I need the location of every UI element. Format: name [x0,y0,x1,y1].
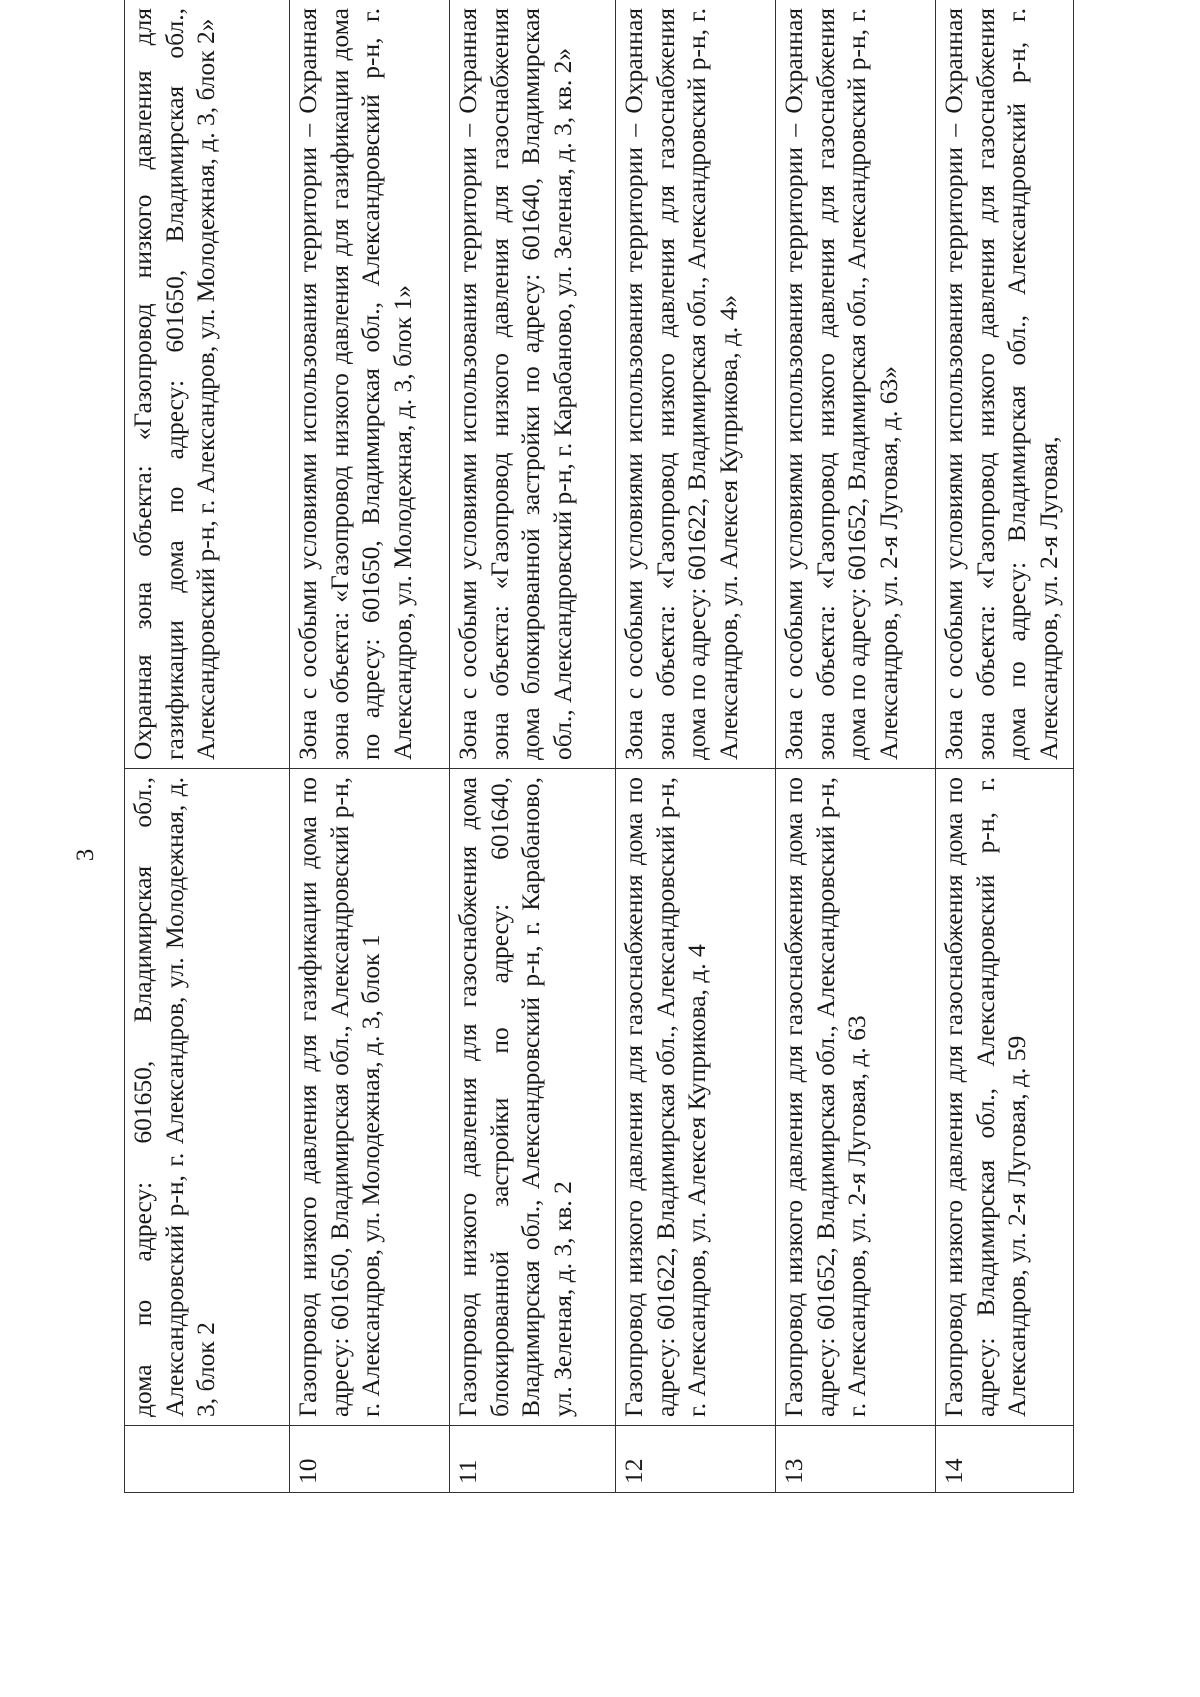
page-number: 3 [72,848,99,862]
table-row [776,0,936,1493]
table-row [936,0,1074,1493]
row-number: 11 [450,1426,616,1493]
zone-description: Зона с особыми условиями использования территории – Охранная зона объекта: «Газопровод низкого давления для газификации дома по адресу: 601650, Владимирская обл., Александровский р-н, г. Александров, ул. Молодежная, д. 3, блок 1» [290,0,450,769]
row-number: 14 [936,1426,1074,1493]
zone-description: Зона с особыми условиями использования территории – Охранная зона объекта: «Газопровод низкого давления для газоснабжения дома по адресу: 601622, Владимирская обл., Александровский р-н, г. Александров, ул. Алексея Куприкова, д. 4» [616,0,776,769]
object-description: Газопровод низкого давления для газификации дома по адресу: 601650, Владимирская обл., Александровский р-н, г. Александров, ул. Молодежная, д. 3, блок 1 [290,769,450,1426]
zone-description: Зона с особыми условиями использования территории – Охранная зона объекта: «Газопровод низкого давления для газоснабжения дома блокированной застройки по адресу: 601640, Владимирская обл., Александровский р-н, г. Карабаново, ул. Зеленая, д. 3, кв. 2» [450,0,616,769]
table-row [125,0,290,1493]
zone-description: Зона с особыми условиями использования территории – Охранная зона объекта: «Газопровод низкого давления для газоснабжения дома по адресу: 601652, Владимирская обл., Александровский р-н, г. Александров, ул. 2-я Луговая, д. 63» [776,0,936,769]
row-number [125,1426,290,1493]
table-row [616,0,776,1493]
object-description: дома по адресу: 601650, Владимирская обл., Александровский р-н, г. Александров, ул. Молодежная, д. 3, блок 2 [125,769,290,1426]
row-number: 10 [290,1426,450,1493]
table-row [290,0,450,1493]
rotated-table-container [124,8,1073,1493]
table-row [450,0,616,1493]
zone-description: Зона с особыми условиями использования территории – Охранная зона объекта: «Газопровод низкого давления для газоснабжения дома по адресу: Владимирская обл., Александровский р-н, г. Александров, ул. 2-я Луговая, [936,0,1074,769]
object-description: Газопровод низкого давления для газоснабжения дома по адресу: 601622, Владимирская обл., Александровский р-н, г. Александров, ул. Алексея Куприкова, д. 4 [616,769,776,1426]
row-number: 12 [616,1426,776,1493]
row-number: 13 [776,1426,936,1493]
zone-description: Охранная зона объекта: «Газопровод низкого давления для газификации дома по адресу: 601650, Владимирская обл., Александровский р-н, г. Александров, ул. Молодежная, д. 3, блок 2» [125,0,290,769]
object-description: Газопровод низкого давления для газоснабжения дома блокированной застройки по адресу: 601640, Владимирская обл., Александровский р-н, г. Карабаново, ул. Зеленая, д. 3, кв. 2 [450,769,616,1426]
zones-table [124,0,1074,1493]
object-description: Газопровод низкого давления для газоснабжения дома по адресу: Владимирская обл., Александровский р-н, г. Александров, ул. 2-я Луговая, д. 59 [936,769,1074,1426]
object-description: Газопровод низкого давления для газоснабжения дома по адресу: 601652, Владимирская обл., Александровский р-н, г. Александров, ул. 2-я Луговая, д. 63 [776,769,936,1426]
